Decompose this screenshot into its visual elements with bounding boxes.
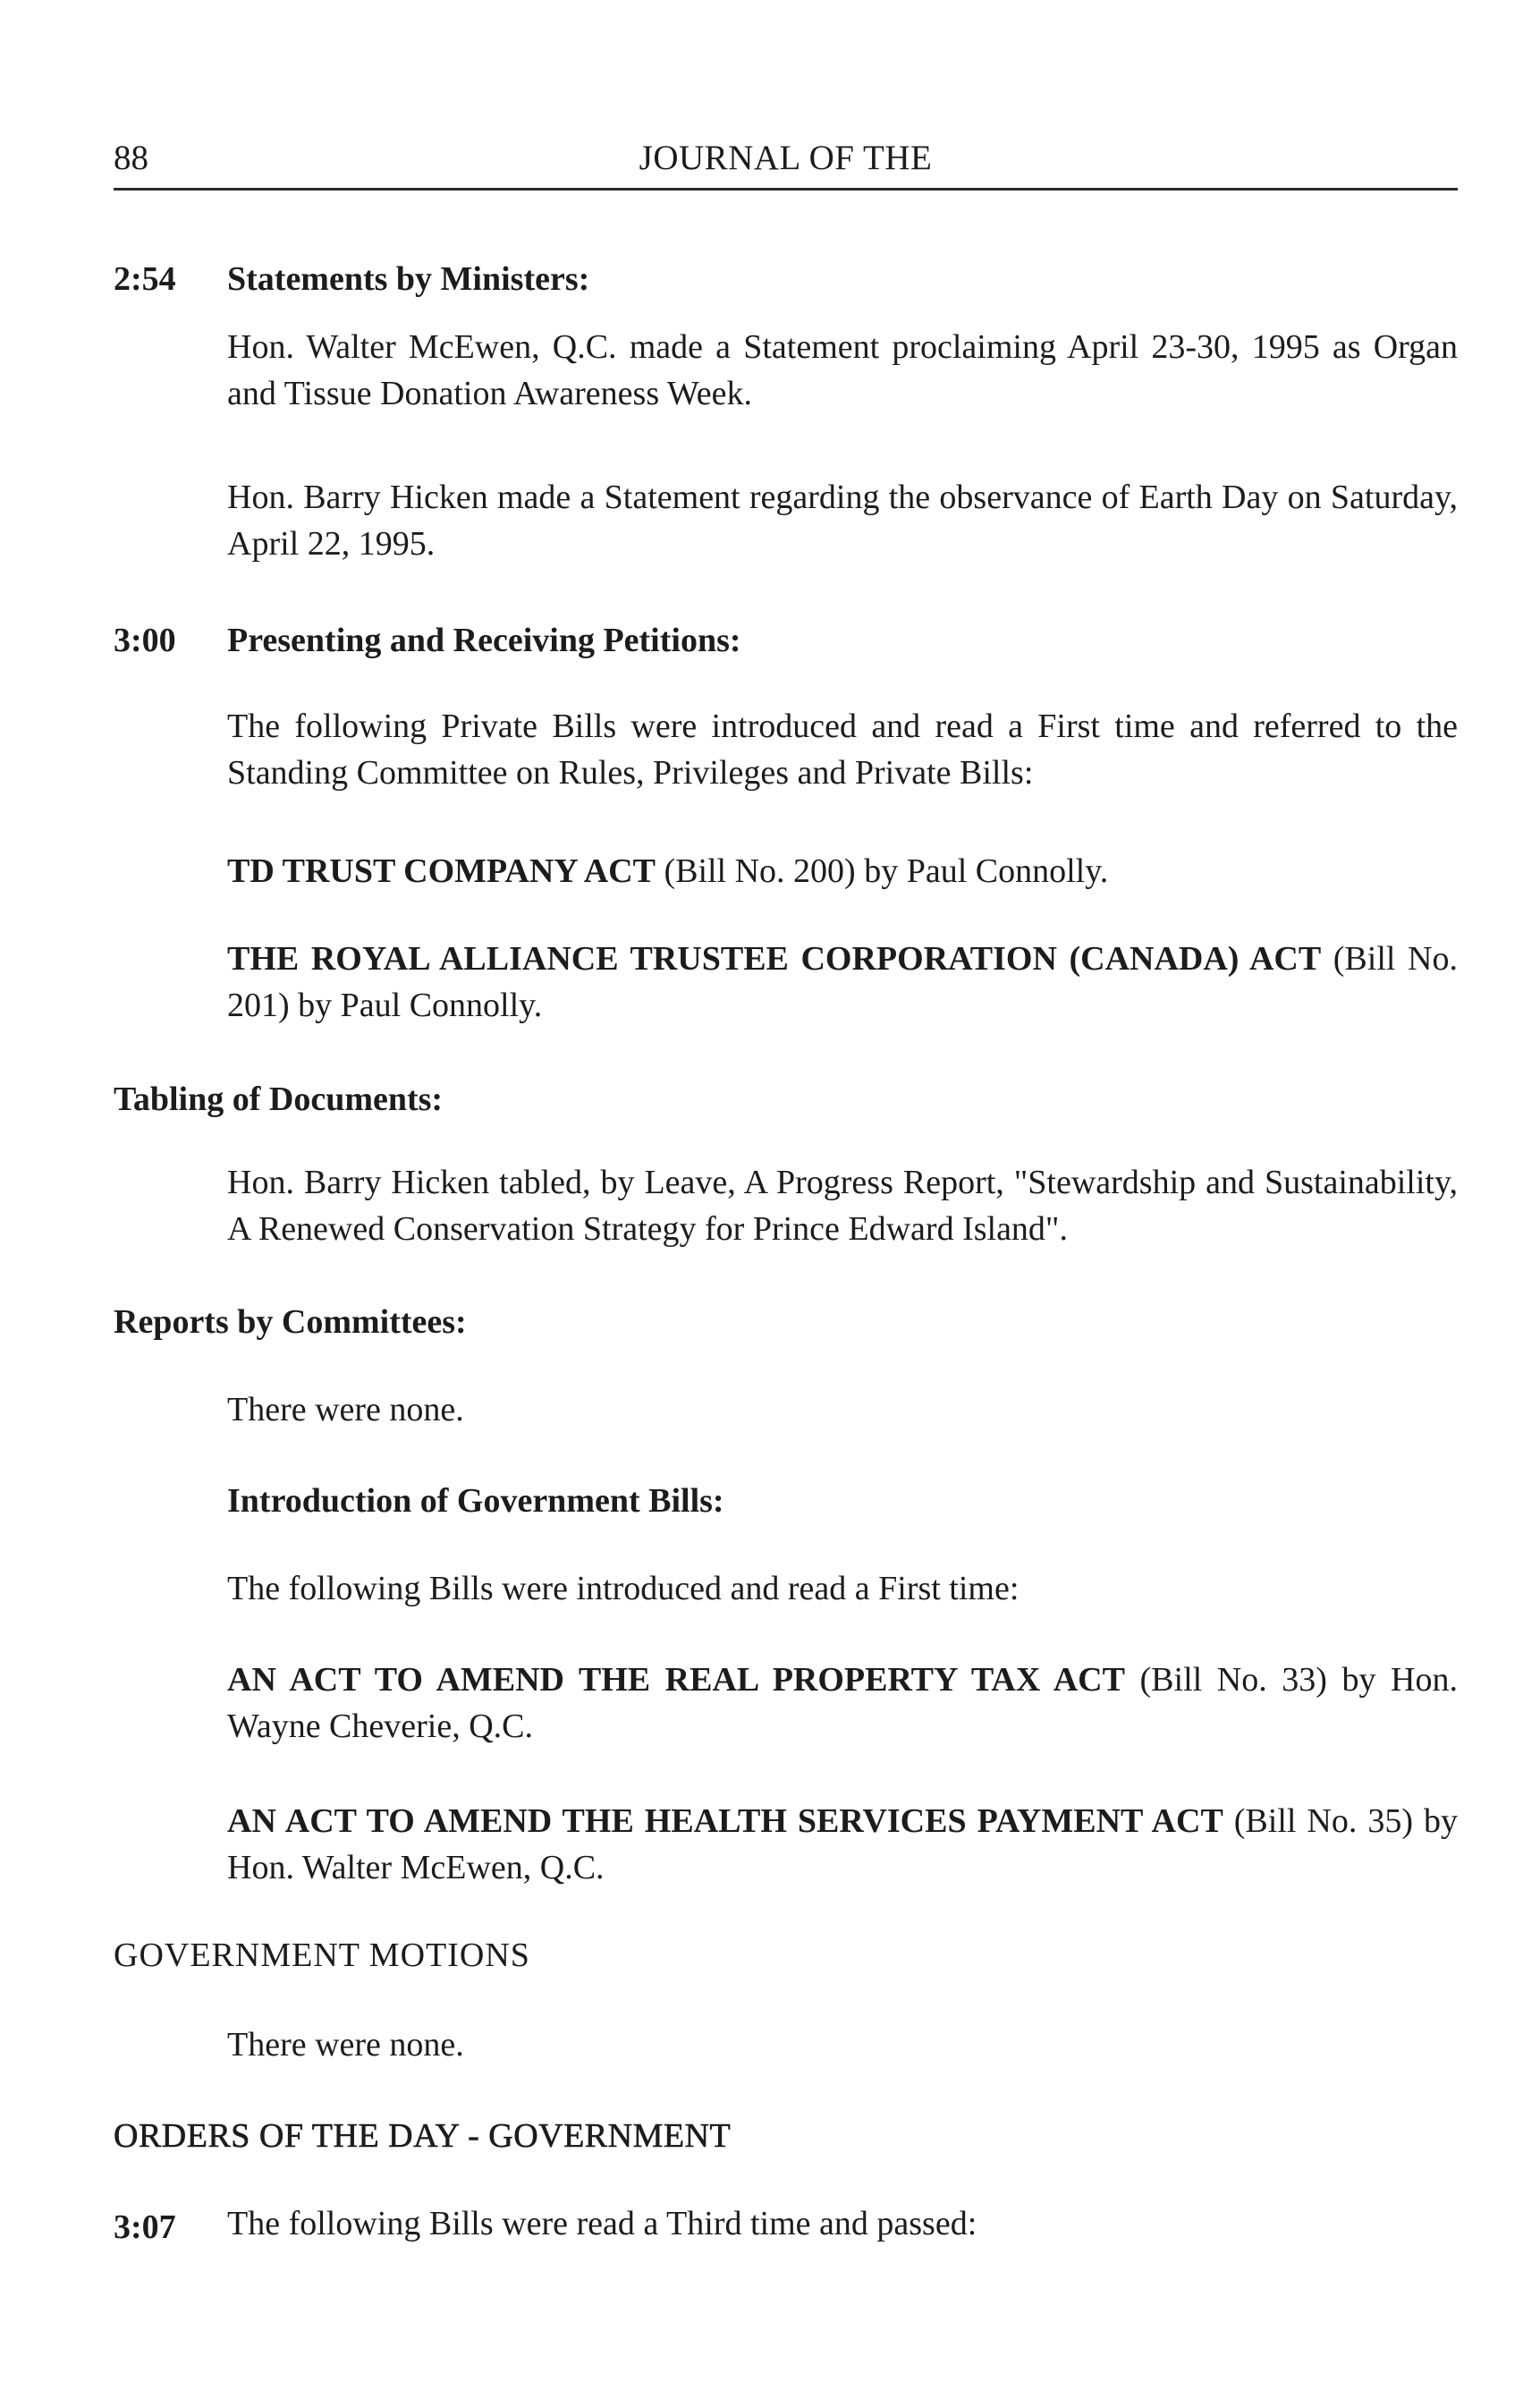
bill-title: THE ROYAL ALLIANCE TRUSTEE CORPORATION (CANADA) ACT <box>227 940 1322 978</box>
bill-title: AN ACT TO AMEND THE REAL PROPERTY TAX ACT <box>227 1661 1125 1699</box>
private-bill-200 <box>227 848 1458 894</box>
section-heading-government-motions: GOVERNMENT MOTIONS <box>114 1937 530 1974</box>
section-heading-tabling: Tabling of Documents: <box>114 1081 444 1118</box>
private-bill-201 <box>227 936 1458 1029</box>
bill-details: (Bill No. 33) by Hon. Wayne Cheverie, Q.C. <box>227 1661 1458 1745</box>
bill-title: AN ACT TO AMEND THE HEALTH SERVICES PAYMENT ACT <box>227 1802 1223 1840</box>
bill-details: (Bill No. 200) by Paul Connolly. <box>655 852 1109 890</box>
orders-paragraph: The following Bills were read a Third time and passed: <box>227 2205 977 2242</box>
ministers-statement-2: Hon. Barry Hicken made a Statement regarding the observance of Earth Day on Saturday, April 22, 1995. <box>227 479 1458 563</box>
section-heading-government-bills: Introduction of Government Bills: <box>227 1482 724 1520</box>
government-bill-35 <box>227 1798 1458 1891</box>
ministers-statement-1: Hon. Walter McEwen, Q.C. made a Statement proclaiming April 23-30, 1995 as Organ and Tissue Donation Awareness Week. <box>227 328 1458 412</box>
journal-title: JOURNAL OF THE <box>639 139 933 177</box>
tabling-paragraph: Hon. Barry Hicken tabled, by Leave, A Progress Report, "Stewardship and Sustainability, A Renewed Conservation Strategy for Prince Edward Island". <box>227 1164 1458 1248</box>
petitions-intro: The following Private Bills were introduced and read a First time and referred to the Standing Committee on Rules, Privileges and Private Bills: <box>227 708 1458 792</box>
section-heading-petitions: Presenting and Receiving Petitions: <box>227 622 741 659</box>
running-header <box>114 134 1458 191</box>
section-heading-committees: Reports by Committees: <box>114 1303 467 1341</box>
time-stamp-petitions: 3:00 <box>114 622 176 659</box>
bill-title: TD TRUST COMPANY ACT <box>227 852 656 890</box>
time-stamp-ministers: 2:54 <box>114 260 176 298</box>
page-number: 88 <box>114 139 148 177</box>
orders-heading-text: ORDERS OF THE DAY - GOVERNMENT <box>114 2117 732 2155</box>
government-bill-33 <box>227 1657 1458 1750</box>
section-heading-ministers: Statements by Ministers: <box>227 260 590 298</box>
bill-details: (Bill No. 201) by Paul Connolly. <box>227 940 1458 1024</box>
time-stamp-orders: 3:07 <box>114 2208 176 2246</box>
government-motions-paragraph: There were none. <box>227 2026 464 2064</box>
government-bills-intro: The following Bills were introduced and read a First time: <box>227 1570 1020 1607</box>
bill-details: (Bill No. 35) by Hon. Walter McEwen, Q.C. <box>227 1802 1458 1886</box>
committees-paragraph: There were none. <box>227 1391 464 1428</box>
section-heading-orders-of-the-day <box>114 2116 731 2156</box>
